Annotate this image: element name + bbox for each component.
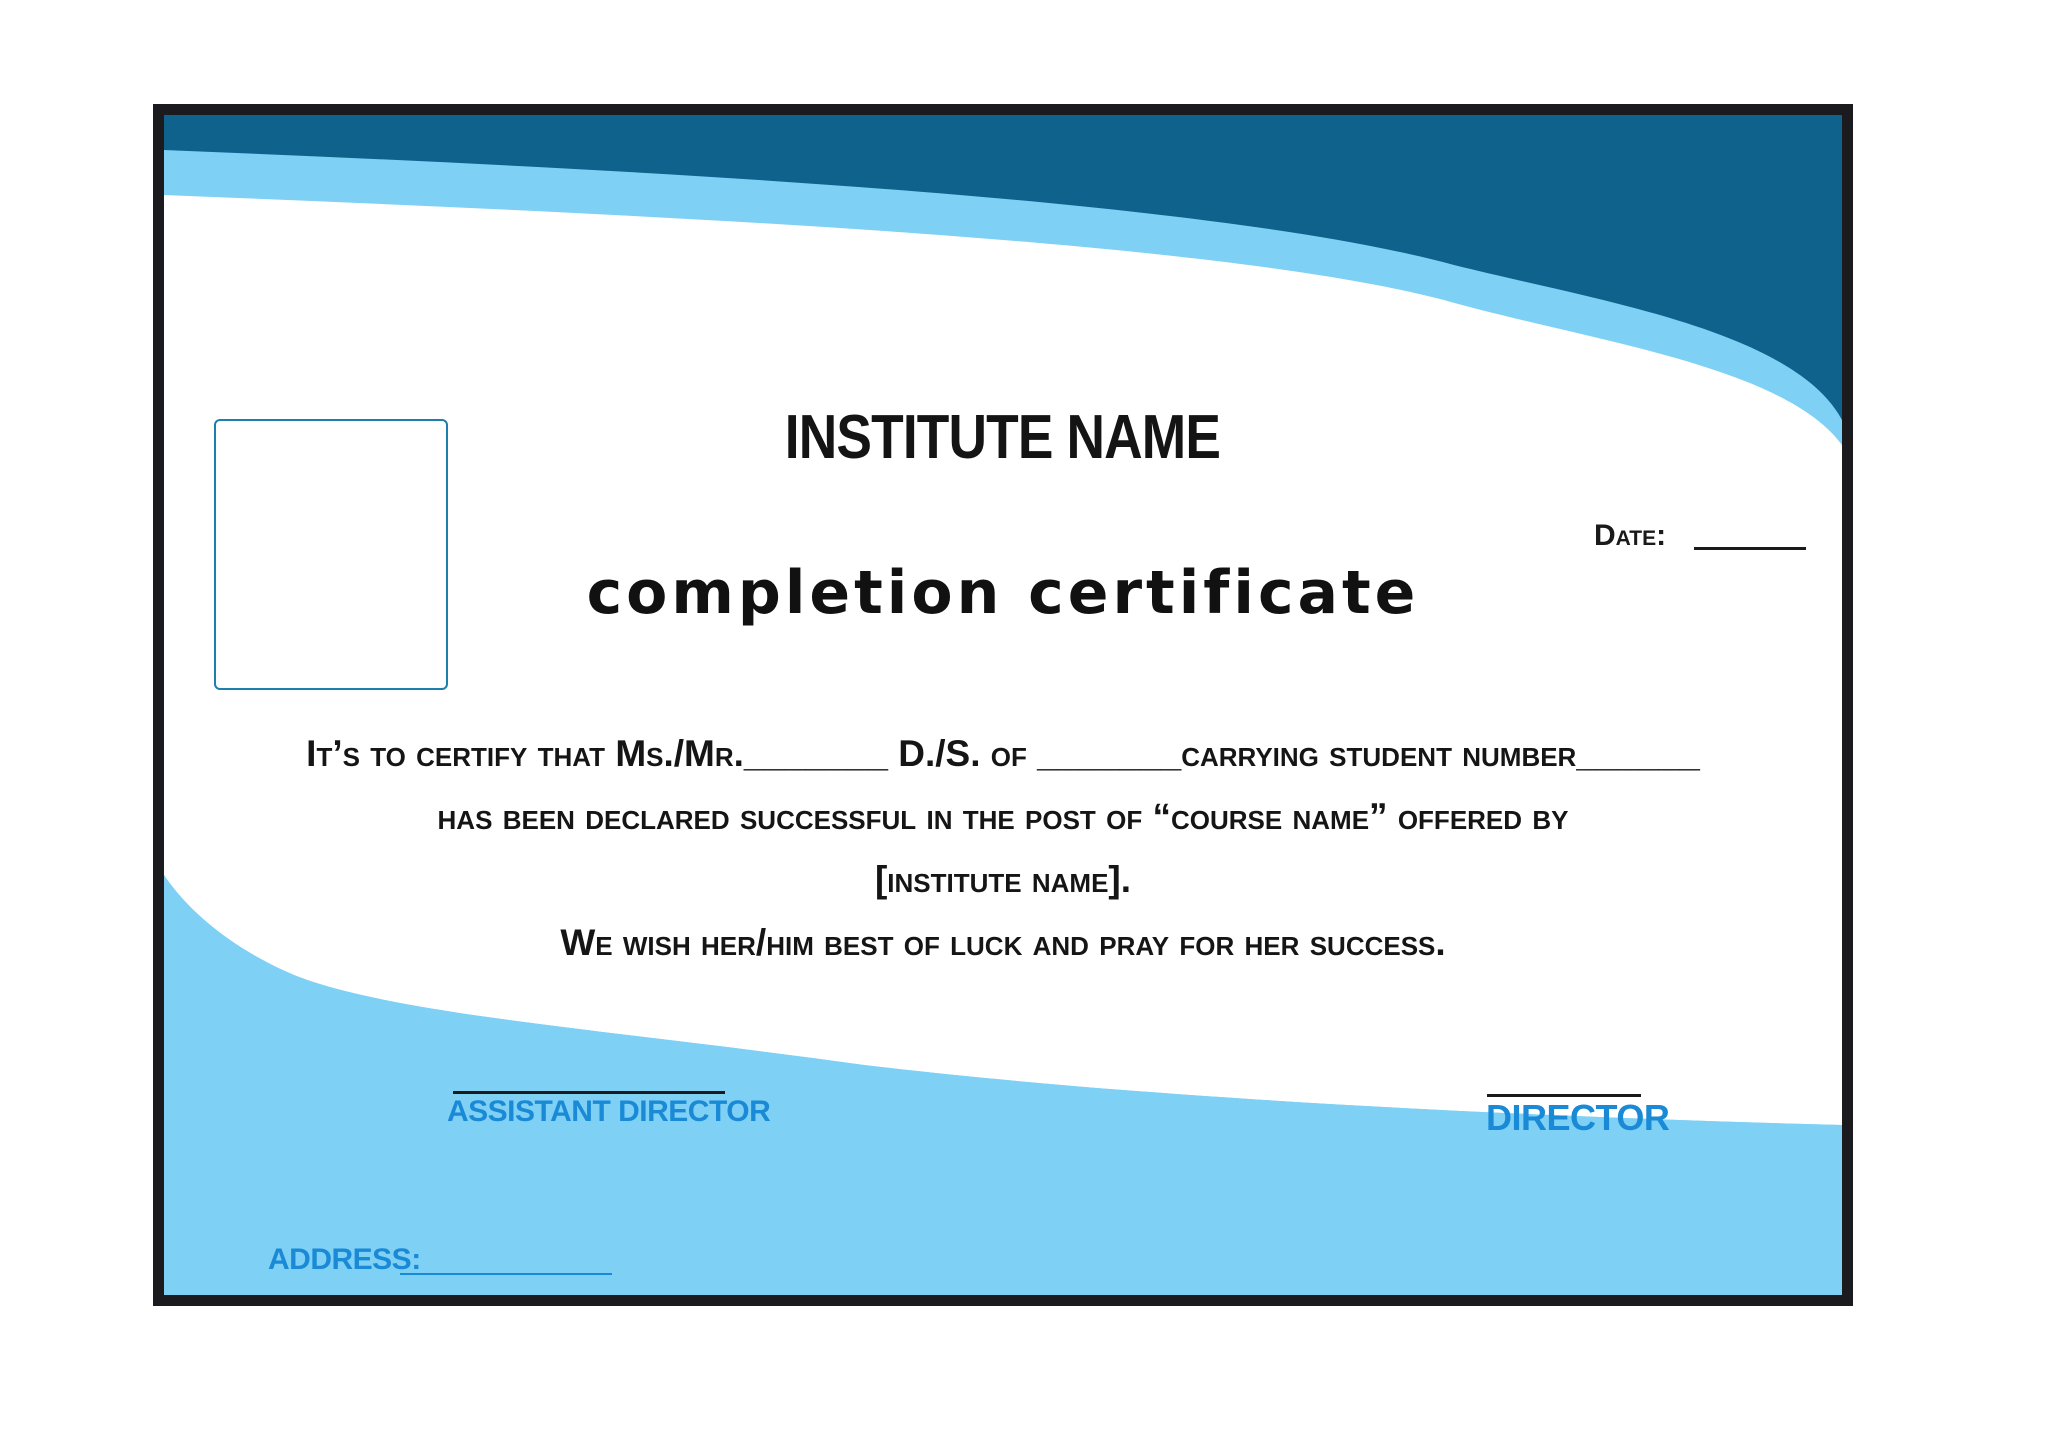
assistant-director-signature-line <box>453 1091 725 1094</box>
assistant-director-label: ASSISTANT DIRECTOR <box>447 1095 771 1128</box>
address-blank-line <box>400 1273 612 1275</box>
address-label: ADDRESS: <box>268 1243 421 1276</box>
date-label: Date: <box>1594 519 1667 552</box>
director-label: DIRECTOR <box>1486 1097 1670 1138</box>
date-blank-line <box>1694 547 1806 550</box>
institute-name-text-line: [institute name]. <box>874 859 1132 900</box>
declared-text-line: has been declared successful in the post of “course name” offered by <box>437 796 1569 837</box>
certify-text-line: It’s to certify that Ms./Mr._______ D./S. of _______carrying student number______ <box>306 733 1700 774</box>
institute-name-heading: INSTITUTE NAME <box>784 403 1221 472</box>
best-wishes-text-line: We wish her/him best of luck and pray for her success. <box>560 922 1446 963</box>
certificate-title: completion certificate <box>586 558 1420 628</box>
certificate-frame <box>153 104 1853 1306</box>
